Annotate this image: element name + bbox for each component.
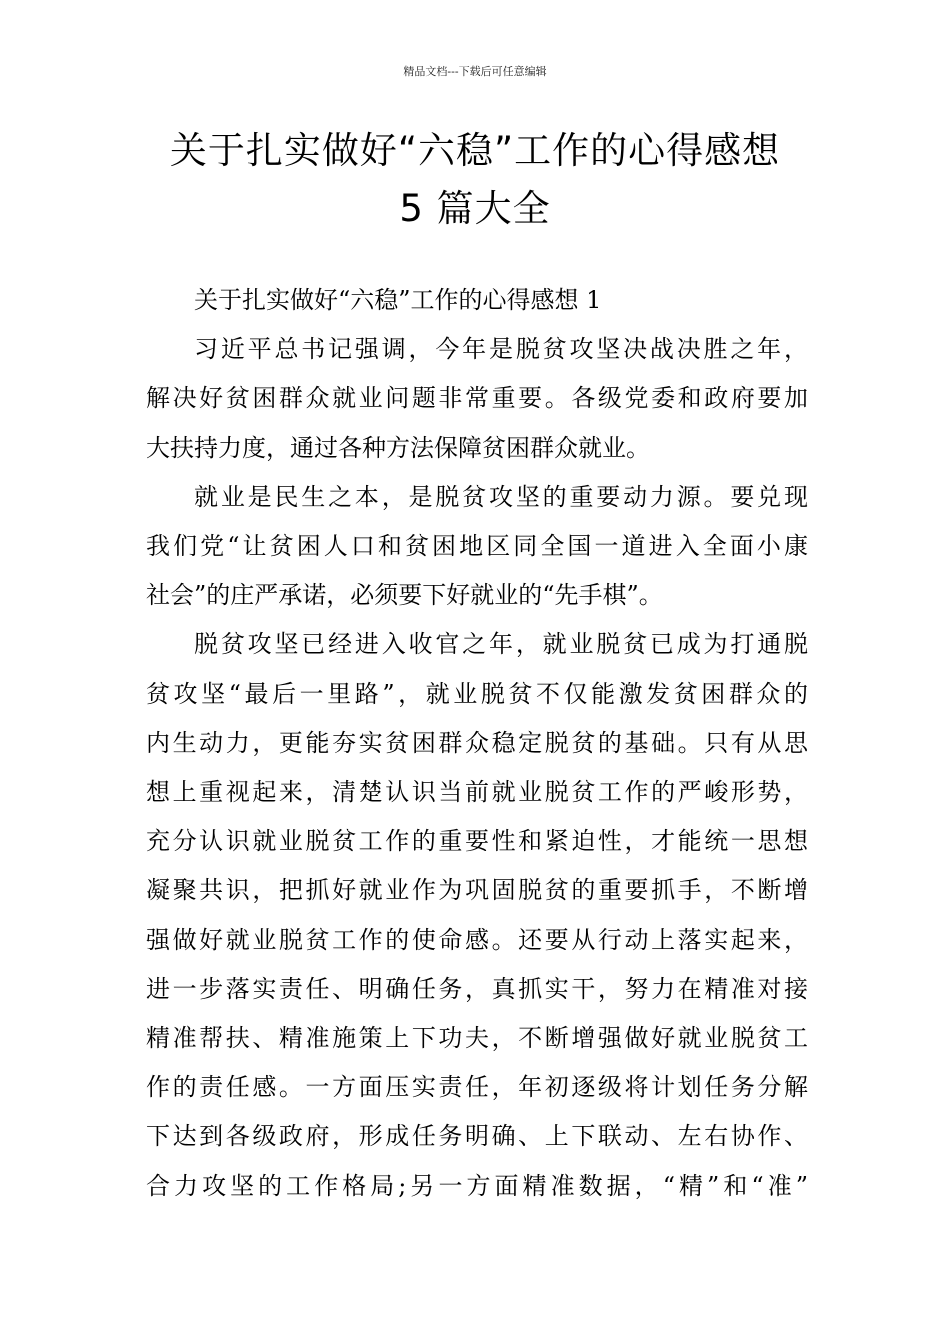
- paragraph-line: 内生动力，更能夯实贫困群众稳定脱贫的基础。只有从思: [146, 728, 808, 757]
- paragraph-line: 凝聚共识，把抓好就业作为巩固脱贫的重要抓手，不断增: [146, 876, 808, 905]
- document-title-line-1: 关于扎实做好“六稳”工作的心得感想: [169, 129, 781, 172]
- paragraph-line: 脱贫攻坚已经进入收官之年，就业脱贫已成为打通脱: [194, 630, 808, 659]
- paragraph-line: 贫攻坚“最后一里路”，就业脱贫不仅能激发贫困群众的: [146, 679, 808, 708]
- paragraph-line: 解决好贫困群众就业问题非常重要。各级党委和政府要加: [146, 384, 808, 413]
- paragraph-line: 强做好就业脱贫工作的使命感。还要从行动上落实起来，: [146, 925, 808, 954]
- paragraph-3: [146, 620, 808, 1210]
- document-body: [146, 276, 808, 1211]
- paragraph-line: 进一步落实责任、明确任务，真抓实干，努力在精准对接: [146, 974, 808, 1003]
- paragraph-line: 习近平总书记强调，今年是脱贫攻坚决战决胜之年，: [194, 335, 808, 364]
- section-heading: 关于扎实做好“六稳”工作的心得感想 1: [194, 286, 602, 314]
- paragraph-line: 大扶持力度，通过各种方法保障贫困群众就业。: [146, 433, 650, 462]
- paragraph-line: 下达到各级政府，形成任务明确、上下联动、左右协作、: [146, 1122, 808, 1151]
- paragraph-line: 想上重视起来，清楚认识当前就业脱贫工作的严峻形势，: [146, 778, 808, 807]
- document-title: [130, 122, 820, 238]
- paragraph-1: [146, 325, 808, 473]
- header-note: 精品文档---下载后可任意编辑: [403, 65, 547, 78]
- paragraph-line: 社会”的庄严承诺，必须要下好就业的“先手棋”。: [146, 581, 663, 610]
- paragraph-line: 作的责任感。一方面压实责任，年初逐级将计划任务分解: [146, 1073, 808, 1102]
- paragraph-2: [146, 473, 808, 621]
- paragraph-line: 合力攻坚的工作格局;另一方面精准数据，“精”和“准”: [146, 1171, 808, 1200]
- paragraph-line: 精准帮扶、精准施策上下功夫，不断增强做好就业脱贫工: [146, 1024, 808, 1053]
- document-title-line-2: 5 篇大全: [399, 187, 551, 230]
- paragraph-line: 就业是民生之本，是脱贫攻坚的重要动力源。要兑现: [194, 482, 808, 511]
- paragraph-line: 我们党“让贫困人口和贫困地区同全国一道进入全面小康: [146, 532, 808, 561]
- paragraph-line: 充分认识就业脱贫工作的重要性和紧迫性，才能统一思想: [146, 827, 808, 856]
